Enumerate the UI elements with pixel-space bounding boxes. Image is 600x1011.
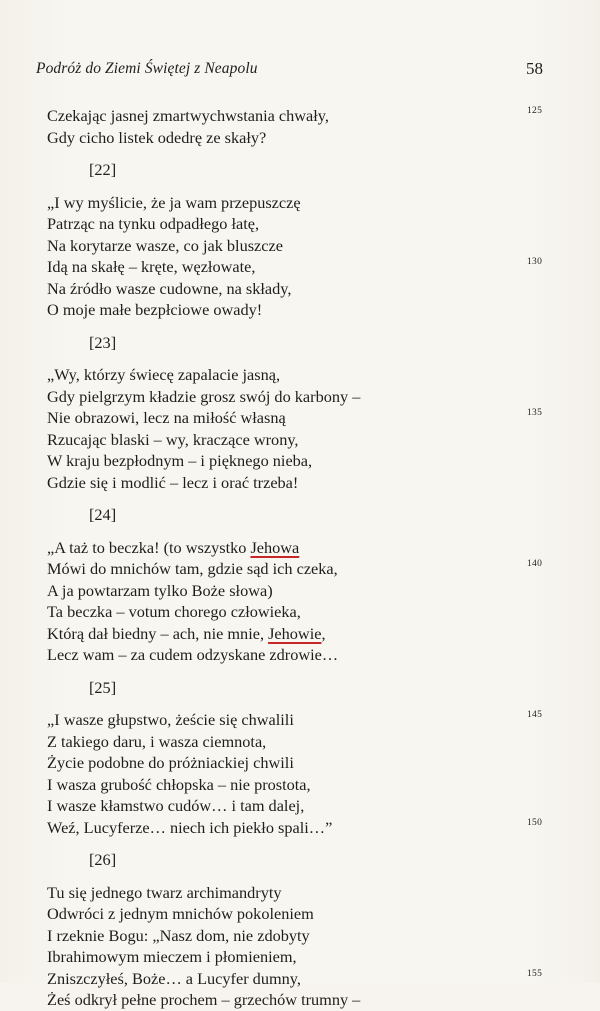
verse-line (47, 299, 547, 321)
verse-text: Lecz wam – za cudem odzyskane zdrowie… (47, 645, 339, 664)
verse-line (47, 386, 547, 408)
verse-line (47, 407, 547, 429)
verse-line (47, 537, 547, 559)
stanza-number-text: [23] (89, 332, 117, 352)
verse-text: Gdzie się i modlić – lecz i orać trzeba! (47, 472, 299, 492)
line-number: 155 (527, 968, 543, 979)
verse-text: „Wy, którzy świecę zapalacie jasną, (47, 365, 281, 384)
verse-line (47, 472, 547, 494)
verse-line (47, 817, 547, 839)
verse-line (47, 601, 547, 623)
verse-text: Ta beczka – votum chorego człowieka, (47, 602, 301, 621)
verse-text: „A taż to beczka! (to wszystko (47, 537, 251, 557)
verse-text: Z takiego daru, i wasza ciemnota, (47, 731, 267, 751)
stanza-number (47, 159, 547, 181)
verse-text: Którą dał biedny – ach, nie mnie, (47, 623, 269, 643)
page-number: 58 (526, 59, 543, 78)
verse-text: Ibrahimowym mieczem i płomieniem, (47, 947, 297, 966)
verse-text: O moje małe bezpłciowe owady! (47, 300, 263, 319)
verse-line (47, 256, 547, 278)
verse-line (47, 903, 547, 925)
stanza-number-text: [22] (89, 160, 117, 179)
verse-line (47, 580, 547, 602)
stanza-number (47, 677, 547, 699)
stanza-number (47, 504, 547, 526)
verse-text: Weź, Lucyferze… niech ich piekło spali…” (47, 817, 333, 837)
verse-line (47, 968, 547, 990)
verse-line (47, 235, 547, 257)
verse-text: „I wy myślicie, że ja wam przepuszczę (47, 192, 301, 212)
line-number: 125 (527, 106, 543, 116)
verse-line (47, 429, 547, 451)
running-title: Podróż do Ziemi Świętej z Neapolu (36, 60, 258, 77)
line-number: 140 (527, 559, 543, 569)
underlined-word: Jehowie (268, 623, 322, 643)
verse-text: Życie podobne do próżniackiej chwili (47, 753, 294, 772)
verse-text: , (321, 623, 326, 643)
verse-line (47, 709, 547, 731)
verse-text: I rzeknie Bogu: „Nasz dom, nie zdobyty (47, 925, 310, 945)
verse-text: Idą na skałę – kręte, węzłowate, (47, 257, 256, 276)
verse-line (47, 989, 547, 1011)
verse-text: Czekając jasnej zmartwychwstania chwały, (47, 106, 329, 125)
verse-line (47, 946, 547, 968)
verse-line (47, 882, 547, 904)
verse-text: Mówi do mnichów tam, gdzie sąd ich czeka, (47, 559, 338, 578)
verse-text: Na korytarze wasze, co jak bluszcze (47, 235, 283, 255)
verse-text: Odwróci z jednym mnichów pokoleniem (47, 904, 314, 923)
verse-text: Rzucając blaski – wy, kraczące wrony, (47, 429, 299, 449)
stanza-number-text: [24] (89, 505, 117, 524)
stanza-number-text: [26] (89, 850, 117, 869)
verse-text: A ja powtarzam tylko Boże słowa) (47, 580, 273, 600)
verse-text: Gdy cicho listek odedrę ze skały? (47, 127, 267, 147)
verse-line (47, 450, 547, 472)
verse-text: Zniszczyłeś, Boże… a Lucyfer dumny, (47, 968, 301, 988)
verse-line (47, 127, 547, 149)
verse-text: Na źródło wasze cudowne, na składy, (47, 278, 292, 298)
verse-line (47, 752, 547, 774)
verse-text: W kraju bezpłodnym – i pięknego nieba, (47, 451, 313, 470)
verse-text: Tu się jednego twarz archimandryty (47, 882, 282, 902)
verse-line (47, 925, 547, 947)
verse-line (47, 364, 547, 386)
verse-text: I wasza grubość chłopska – nie prostota, (47, 774, 311, 794)
stanza-number (47, 849, 547, 871)
verse-text: Gdy pielgrzym kładzie grosz swój do karbony – (47, 386, 361, 406)
stanza-number (47, 332, 547, 354)
verse-text: Żeś odkrył pełne prochem – grzechów trumny – (47, 990, 361, 1009)
verse-line (47, 731, 547, 753)
verse-line (47, 278, 547, 300)
line-number: 135 (527, 408, 543, 418)
verse-line (47, 213, 547, 235)
verse-text: I wasze kłamstwo cudów… i tam dalej, (47, 796, 305, 815)
verse-line (47, 105, 547, 127)
line-number: 145 (527, 710, 543, 720)
line-number: 150 (527, 817, 543, 828)
verse-line (47, 192, 547, 214)
verse-line (47, 644, 547, 666)
verse-text: Patrząc na tynku odpadłego łatę, (47, 214, 260, 233)
verse-line (47, 774, 547, 796)
poem-text (47, 105, 547, 1011)
stanza-number-text: [25] (89, 677, 117, 697)
verse-text: „I wasze głupstwo, żeście się chwalili (47, 710, 294, 729)
verse-line (47, 795, 547, 817)
verse-line (47, 558, 547, 580)
line-number: 130 (527, 257, 543, 267)
verse-text: Nie obrazowi, lecz na miłość własną (47, 408, 286, 427)
underlined-word: Jehowa (250, 537, 300, 557)
verse-line (47, 623, 547, 645)
